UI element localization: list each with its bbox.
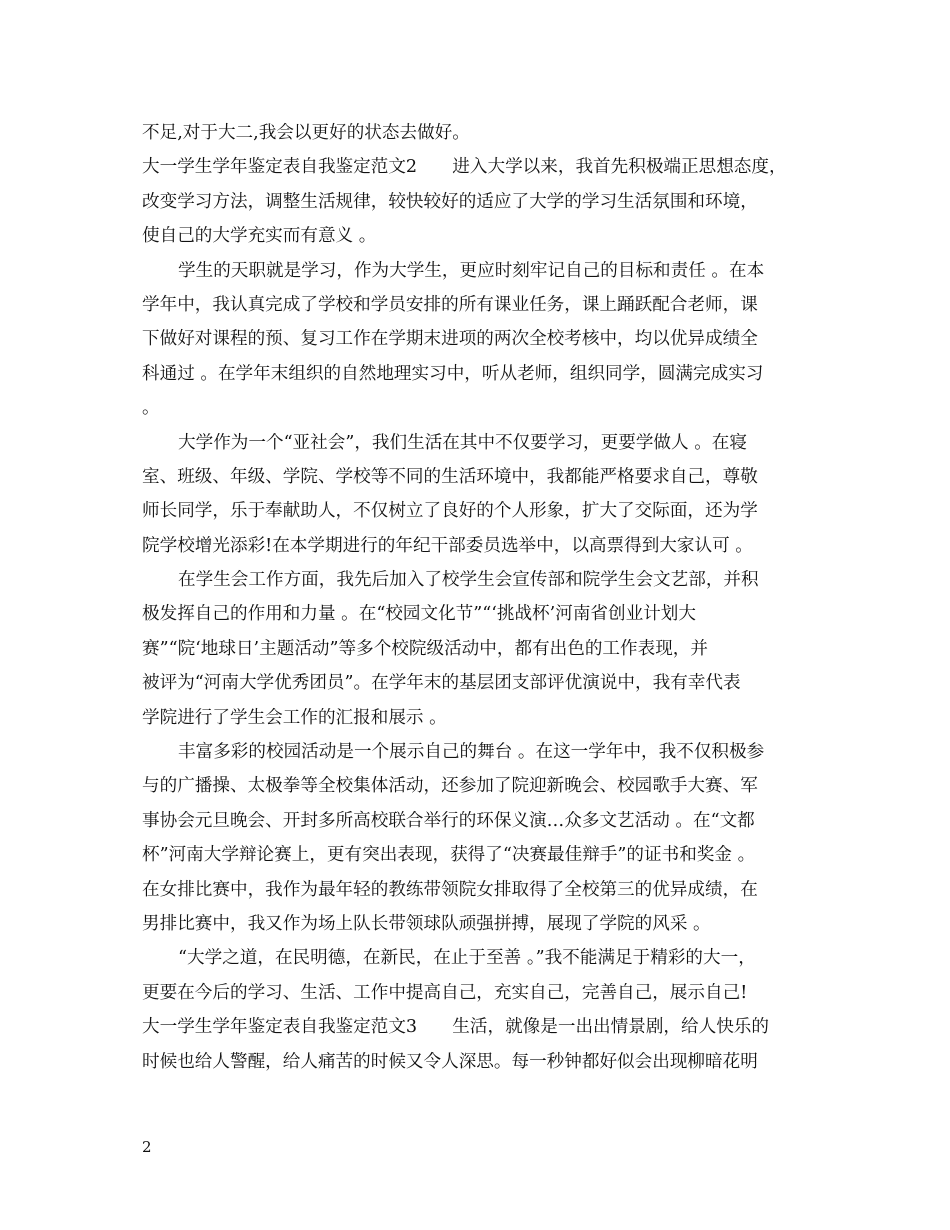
text-line: 在女排比赛中，我作为最年轻的教练带领院女排取得了全校第三的优异成绩，在 xyxy=(142,879,758,900)
page-number: 2 xyxy=(142,1138,152,1156)
text-line: 杯”河南大学辩论赛上，更有突出表现，获得了“决赛最佳辩手”的证书和奖金 。 xyxy=(142,845,756,866)
text-line: 学年中，我认真完成了学校和学员安排的所有课业任务，课上踊跃配合老师，课 xyxy=(142,294,758,315)
text-line: “大学之道，在民明德，在新民，在止于至善 。”我不能满足于精彩的大一， xyxy=(178,948,756,969)
text-line: 男排比赛中，我又作为场上队长带领球队顽强拼搏，展现了学院的风采 。 xyxy=(142,913,711,934)
text-line: 学院进行了学生会工作的汇报和展示 。 xyxy=(142,707,447,728)
text-line: 院学校增光添彩!在本学期进行的年纪干部委员选举中，以高票得到大家认可 。 xyxy=(142,535,753,556)
text-line: 被评为“河南大学优秀团员”。在学年末的基层团支部评优演说中，我有幸代表 xyxy=(142,673,741,694)
text-line: 事协会元旦晚会、开封多所高校联合举行的环保义演…众多文艺活动 。在“文都 xyxy=(142,810,755,831)
text-line: 大一学生学年鉴定表自我鉴定范文3 生活，就像是一出出情景剧，给人快乐的 xyxy=(142,1017,769,1038)
text-line: 室、班级、年级、学院、学校等不同的生活环境中，我都能严格要求自己，尊敬 xyxy=(142,466,758,487)
text-line: 改变学习方法，调整生活规律，较快较好的适应了大学的学习生活氛围和环境， xyxy=(142,191,758,212)
text-line: 丰富多彩的校园活动是一个展示自己的舞台 。在这一学年中，我不仅积极参 xyxy=(178,742,765,763)
text-line: 。 xyxy=(142,398,160,419)
text-line: 与的广播操、太极拳等全校集体活动，还参加了院迎新晚会、校园歌手大赛、军 xyxy=(142,776,758,797)
text-line: 下做好对课程的预、复习工作在学期末进项的两次全校考核中，均以优异成绩全 xyxy=(142,329,758,350)
text-line: 更要在今后的学习、生活、工作中提高自己，充实自己，完善自己，展示自己! xyxy=(142,982,748,1003)
text-line: 师长同学，乐于奉献助人，不仅树立了良好的个人形象，扩大了交际面，还为学 xyxy=(142,501,758,522)
document-body xyxy=(142,116,832,1079)
text-line: 使自己的大学充实而有意义 。 xyxy=(142,226,377,247)
text-line: 科通过 。在学年末组织的自然地理实习中，听从老师，组织同学，圆满完成实习 xyxy=(142,363,764,384)
text-line: 不足,对于大二,我会以更好的状态去做好。 xyxy=(142,123,470,143)
text-line: 在学生会工作方面，我先后加入了校学生会宣传部和院学生会文艺部，并积 xyxy=(178,570,759,591)
text-line: 时候也给人警醒，给人痛苦的时候又令人深思。每一秒钟都好似会出现柳暗花明 xyxy=(142,1051,758,1072)
text-line: 赛”“院‘地球日’主题活动”等多个校院级活动中，都有出色的工作表现，并 xyxy=(142,638,708,659)
text-line: 学生的天职就是学习，作为大学生，更应时刻牢记自己的目标和责任 。在本 xyxy=(178,260,765,281)
text-line: 极发挥自己的作用和力量 。在“校园文化节”“‘挑战杯’河南省创业计划大 xyxy=(142,604,696,625)
text-line: 大一学生学年鉴定表自我鉴定范文2 进入大学以来，我首先积极端正思想态度， xyxy=(142,157,787,178)
text-line: 大学作为一个“亚社会”，我们生活在其中不仅要学习，更要学做人 。在寝 xyxy=(178,432,747,453)
